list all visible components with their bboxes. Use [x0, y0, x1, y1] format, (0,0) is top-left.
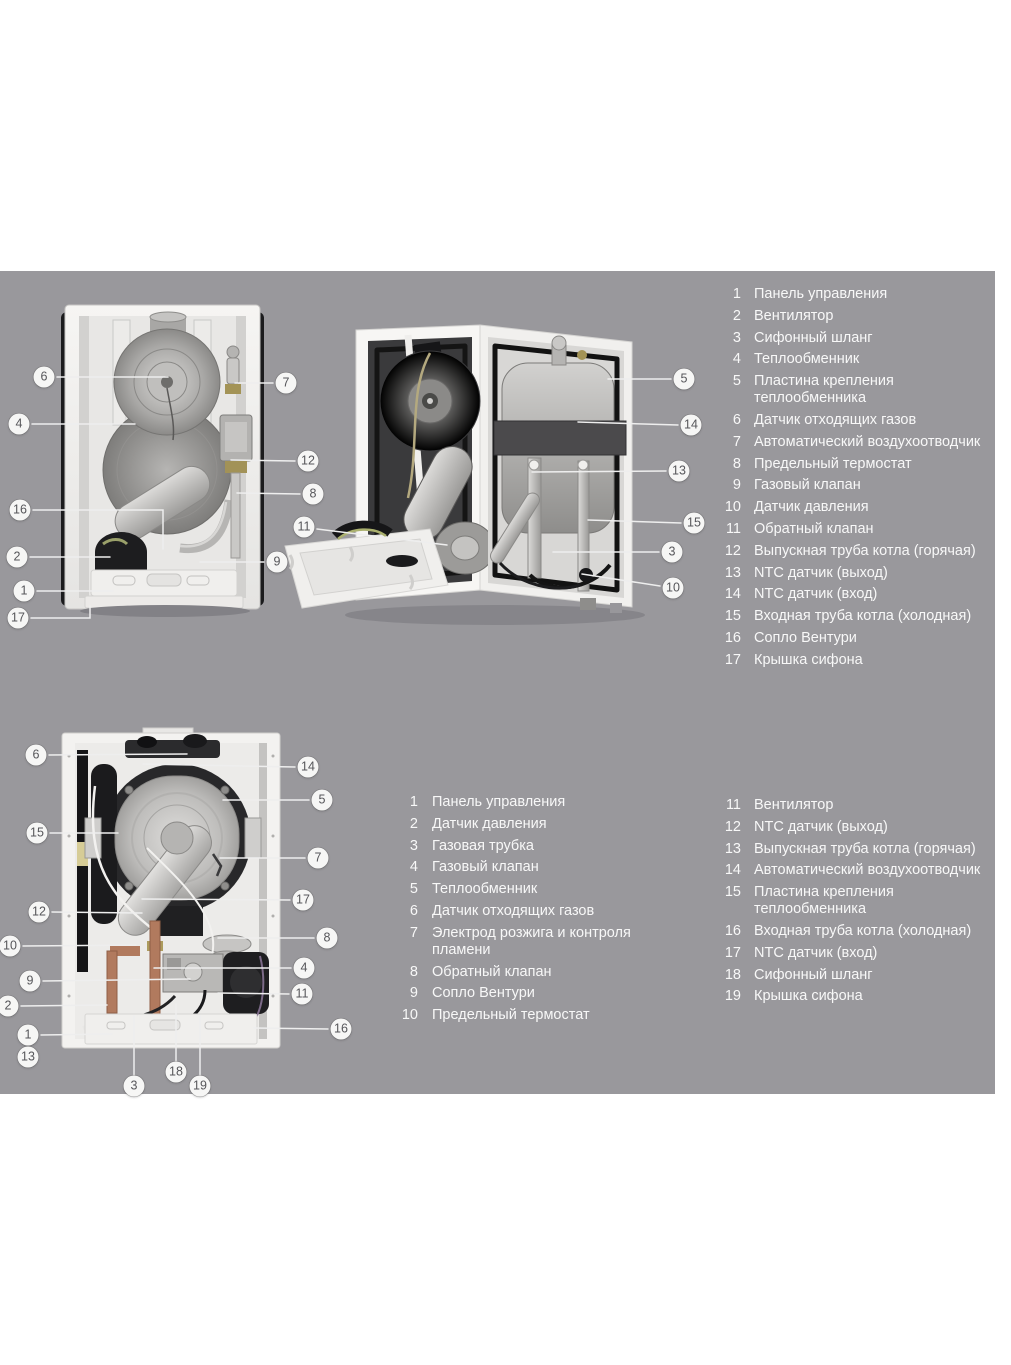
- callout-circle-bottom-6: 6: [26, 745, 47, 766]
- callout-circle-top-2: 2: [7, 547, 28, 568]
- legend-item-number: 13: [724, 840, 741, 857]
- callout-circle-bottom-3: 3: [124, 1076, 145, 1097]
- legend-item: [722, 945, 998, 962]
- legend-bottom-middle: [396, 794, 696, 1029]
- legend-item: [722, 652, 998, 669]
- legend-item-label: Входная труба котла (холодная): [754, 922, 972, 939]
- legend-item-label: Газовая трубка: [432, 837, 534, 854]
- legend-item-number: 1: [732, 286, 741, 302]
- legend-item: [396, 903, 696, 920]
- callout-circle-bottom-1: 1: [18, 1025, 39, 1046]
- legend-item-number: 15: [724, 884, 741, 901]
- legend-item-number: 11: [725, 520, 741, 537]
- legend-item-label: Вентилятор: [754, 797, 834, 813]
- legend-item-label: Сопло Вентури: [754, 629, 857, 646]
- legend-item: [722, 543, 998, 560]
- legend-item: [396, 881, 696, 898]
- callout-circle-bottom-18: 18: [166, 1062, 187, 1083]
- legend-item: [396, 985, 696, 1002]
- legend-item-label: Выпускная труба котла (горячая): [754, 840, 976, 857]
- legend-item-number: 18: [724, 966, 741, 983]
- legend-item: [722, 923, 998, 940]
- callout-circle-top-10: 10: [663, 578, 684, 599]
- callout-circle-top-17: 17: [8, 608, 29, 629]
- legend-item: [722, 373, 998, 407]
- legend-item-label: Вентилятор: [754, 307, 834, 324]
- callout-circle-bottom-19: 19: [190, 1076, 211, 1097]
- legend-item-label: NTC датчик (вход): [754, 944, 878, 961]
- legend-item-number: 11: [725, 797, 741, 813]
- legend-item-number: 9: [409, 985, 418, 1002]
- legend-item-label: Датчик давления: [754, 499, 869, 516]
- legend-item-number: 5: [409, 881, 418, 898]
- callout-circle-top-4: 4: [9, 414, 30, 435]
- legend-item-label: Панель управления: [754, 286, 888, 302]
- legend-item-label: Теплообменник: [432, 881, 538, 898]
- legend-item: [396, 1007, 696, 1024]
- callout-circle-top-8: 8: [303, 484, 324, 505]
- legend-item-number: 9: [732, 477, 741, 494]
- legend-item-label: Автоматический воздухоотводчик: [754, 433, 981, 450]
- legend-item: [722, 521, 998, 538]
- legend-item: [722, 434, 998, 451]
- callout-circle-bottom-9: 9: [20, 971, 41, 992]
- legend-item-number: 14: [724, 862, 741, 879]
- callout-circle-bottom-14: 14: [298, 757, 319, 778]
- callout-circle-bottom-7: 7: [308, 848, 329, 869]
- callout-circle-top-9: 9: [267, 552, 288, 573]
- legend-item-label: Сифонный шланг: [754, 329, 873, 346]
- callout-circle-top-11: 11: [294, 517, 315, 538]
- legend-item: [722, 967, 998, 984]
- legend-item-label: Газовый клапан: [754, 477, 861, 494]
- legend-item-label: Сопло Вентури: [432, 985, 535, 1002]
- legend-item-number: 12: [724, 818, 741, 835]
- callout-circle-top-5: 5: [674, 369, 695, 390]
- legend-item-number: 3: [732, 329, 741, 346]
- legend-item: [722, 988, 998, 1005]
- legend-item-label: Обратный клапан: [754, 520, 874, 537]
- legend-item-number: 4: [409, 859, 418, 876]
- legend-item-label: NTC датчик (выход): [754, 564, 888, 581]
- legend-item: [722, 819, 998, 836]
- legend-item-number: 16: [724, 629, 741, 646]
- legend-item-number: 10: [724, 499, 741, 516]
- legend-item-label: NTC датчик (вход): [754, 586, 878, 603]
- legend-item-label: Обратный клапан: [432, 963, 552, 980]
- callout-circle-bottom-11: 11: [292, 984, 313, 1005]
- legend-item-number: 14: [724, 586, 741, 603]
- legend-item-number: 13: [724, 564, 741, 581]
- callout-circle-bottom-16: 16: [331, 1019, 352, 1040]
- legend-item: [396, 925, 696, 959]
- legend-item: [722, 630, 998, 647]
- legend-item-label: Пластина крепления теплообменника: [754, 373, 894, 407]
- legend-top-right: [722, 286, 998, 674]
- legend-item-label: Датчик давления: [432, 815, 547, 832]
- legend-item-label: Датчик отходящих газов: [432, 902, 595, 919]
- legend-item-number: 16: [724, 922, 741, 939]
- callout-circle-bottom-13: 13: [18, 1047, 39, 1068]
- legend-item: [722, 351, 998, 368]
- legend-item: [722, 862, 998, 879]
- legend-item-label: Электрод розжига и контроля пламени: [432, 924, 631, 958]
- callout-circle-top-12: 12: [298, 451, 319, 472]
- callout-circle-bottom-17: 17: [293, 890, 314, 911]
- legend-item-number: 8: [732, 455, 741, 472]
- callout-circle-top-3: 3: [662, 542, 683, 563]
- legend-item-number: 15: [724, 608, 741, 625]
- legend-item: [722, 456, 998, 473]
- callout-circle-top-1: 1: [14, 581, 35, 602]
- legend-item: [722, 884, 998, 918]
- callout-circle-top-16: 16: [10, 500, 31, 521]
- legend-item: [396, 964, 696, 981]
- legend-item: [722, 499, 998, 516]
- photo-boiler-side-top: [280, 293, 675, 643]
- legend-item-number: 3: [409, 837, 418, 854]
- legend-item-label: Сифонный шланг: [754, 966, 873, 983]
- legend-item: [722, 565, 998, 582]
- legend-item-number: 10: [401, 1007, 418, 1024]
- legend-item-label: Предельный термостат: [754, 455, 912, 472]
- photo-boiler-front-bottom: [55, 726, 290, 1051]
- legend-item-number: 12: [724, 542, 741, 559]
- legend-item: [396, 838, 696, 855]
- callout-circle-bottom-10: 10: [0, 936, 21, 957]
- callout-circle-bottom-4: 4: [294, 958, 315, 979]
- legend-item-number: 19: [724, 988, 741, 1005]
- legend-bottom-right: [722, 797, 998, 1010]
- callout-circle-top-7: 7: [276, 373, 297, 394]
- legend-item-label: Предельный термостат: [432, 1007, 590, 1024]
- legend-item: [722, 586, 998, 603]
- legend-item-number: 7: [732, 433, 741, 450]
- legend-item-label: Панель управления: [432, 794, 566, 810]
- callout-circle-bottom-2: 2: [0, 996, 19, 1017]
- legend-item: [396, 816, 696, 833]
- legend-item-label: Газовый клапан: [432, 859, 539, 876]
- legend-item: [722, 286, 998, 303]
- callout-circle-top-15: 15: [684, 513, 705, 534]
- legend-item-label: Датчик отходящих газов: [754, 411, 917, 428]
- legend-item-number: 2: [409, 815, 418, 832]
- legend-item: [722, 841, 998, 858]
- legend-item-label: Входная труба котла (холодная): [754, 608, 972, 625]
- legend-item: [722, 477, 998, 494]
- legend-item-label: Автоматический воздухоотводчик: [754, 862, 981, 879]
- legend-item-label: Пластина крепления теплообменника: [754, 884, 894, 918]
- legend-item-label: Крышка сифона: [754, 651, 863, 668]
- legend-item-number: 17: [724, 944, 741, 961]
- legend-item-number: 2: [732, 307, 741, 324]
- legend-item-number: 1: [409, 794, 418, 810]
- legend-item-number: 17: [724, 651, 741, 668]
- legend-item: [722, 608, 998, 625]
- legend-item-number: 8: [409, 963, 418, 980]
- legend-item-label: NTC датчик (выход): [754, 818, 888, 835]
- legend-item-number: 7: [409, 924, 418, 941]
- legend-item-number: 6: [732, 411, 741, 428]
- callout-circle-top-13: 13: [669, 461, 690, 482]
- callout-circle-bottom-12: 12: [29, 902, 50, 923]
- callout-circle-top-6: 6: [34, 367, 55, 388]
- legend-item: [722, 330, 998, 347]
- legend-item-number: 5: [732, 373, 741, 390]
- legend-item: [722, 308, 998, 325]
- legend-item-label: Выпускная труба котла (горячая): [754, 542, 976, 559]
- photo-boiler-front-top: [55, 300, 270, 620]
- callout-circle-bottom-15: 15: [27, 823, 48, 844]
- legend-item-label: Крышка сифона: [754, 988, 863, 1005]
- callout-circle-bottom-8: 8: [317, 928, 338, 949]
- callout-circle-bottom-5: 5: [312, 790, 333, 811]
- legend-item-number: 4: [732, 351, 741, 368]
- callout-circle-top-14: 14: [681, 415, 702, 436]
- legend-item: [722, 412, 998, 429]
- legend-item: [396, 859, 696, 876]
- legend-item-label: Теплообменник: [754, 351, 860, 368]
- legend-item: [396, 794, 696, 811]
- legend-item-number: 6: [409, 902, 418, 919]
- legend-item: [722, 797, 998, 814]
